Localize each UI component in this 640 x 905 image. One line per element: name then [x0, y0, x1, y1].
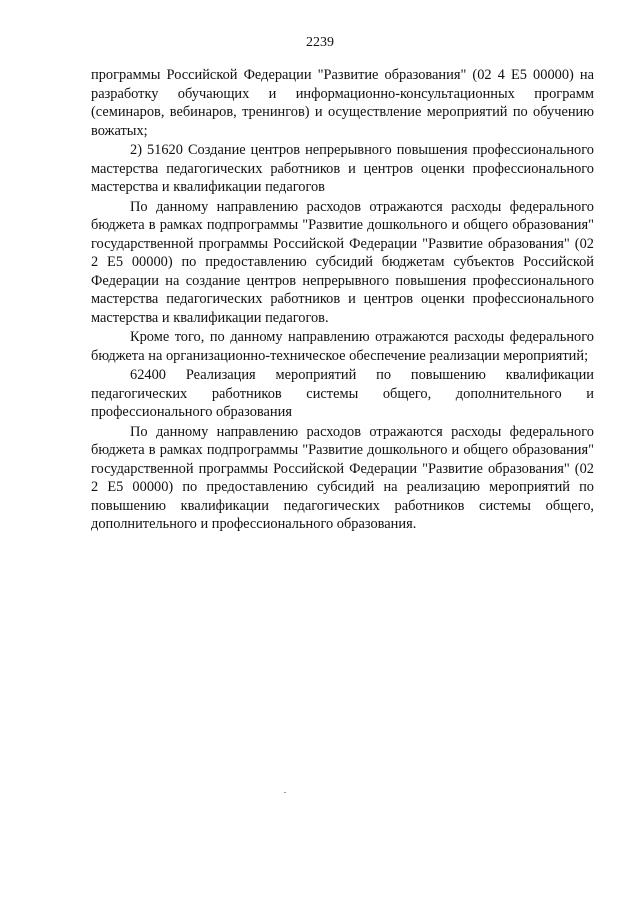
- document-body: [91, 66, 594, 534]
- paragraph-item-62400: 62400 Реализация мероприятий по повышению квалификации педагогических работников системы общего, дополнительного и профессионального образования: [91, 367, 594, 420]
- paragraph-additional-expenses: Кроме того, по данному направлению отражаются расходы федерального бюджета на организационно-техническое обеспечение реализации мероприятий;: [91, 329, 594, 364]
- scan-artifact: [284, 792, 286, 793]
- paragraph-item-51620: 2) 51620 Создание центров непрерывного повышения профессионального мастерства педагогических работников и центров оценки профессионального мастерства и квалификации педагогов: [91, 142, 594, 195]
- paragraph-51620-description: По данному направлению расходов отражаются расходы федерального бюджета в рамках подпрограммы "Развитие дошкольного и общего образования" государственной программы Российской Федерации "Развитие образования" (02 2 Е5 00000) по предоставлению субсидий бюджетам субъектов Российской Федерации на создание центров непрерывного повышения профессионального мастерства педагогических работников и центров оценки профессионального мастерства и квалификации педагогов.: [91, 198, 594, 326]
- page-number: 2239: [306, 35, 334, 50]
- paragraph-program-continuation: программы Российской Федерации "Развитие образования" (02 4 Е5 00000) на разработку обучающих и информационно-консультационных программ (семинаров, вебинаров, тренингов) и осуществление мероприятий по обучению вожатых;: [91, 67, 594, 139]
- paragraph-62400-description: По данному направлению расходов отражаются расходы федерального бюджета в рамках подпрограммы "Развитие дошкольного и общего образования" государственной программы Российской Федерации "Развитие образования" (02 2 Е5 00000) по предоставлению субсидий на реализацию мероприятий по повышению квалификации педагогических работников системы общего, дополнительного и профессионального образования.: [91, 423, 594, 532]
